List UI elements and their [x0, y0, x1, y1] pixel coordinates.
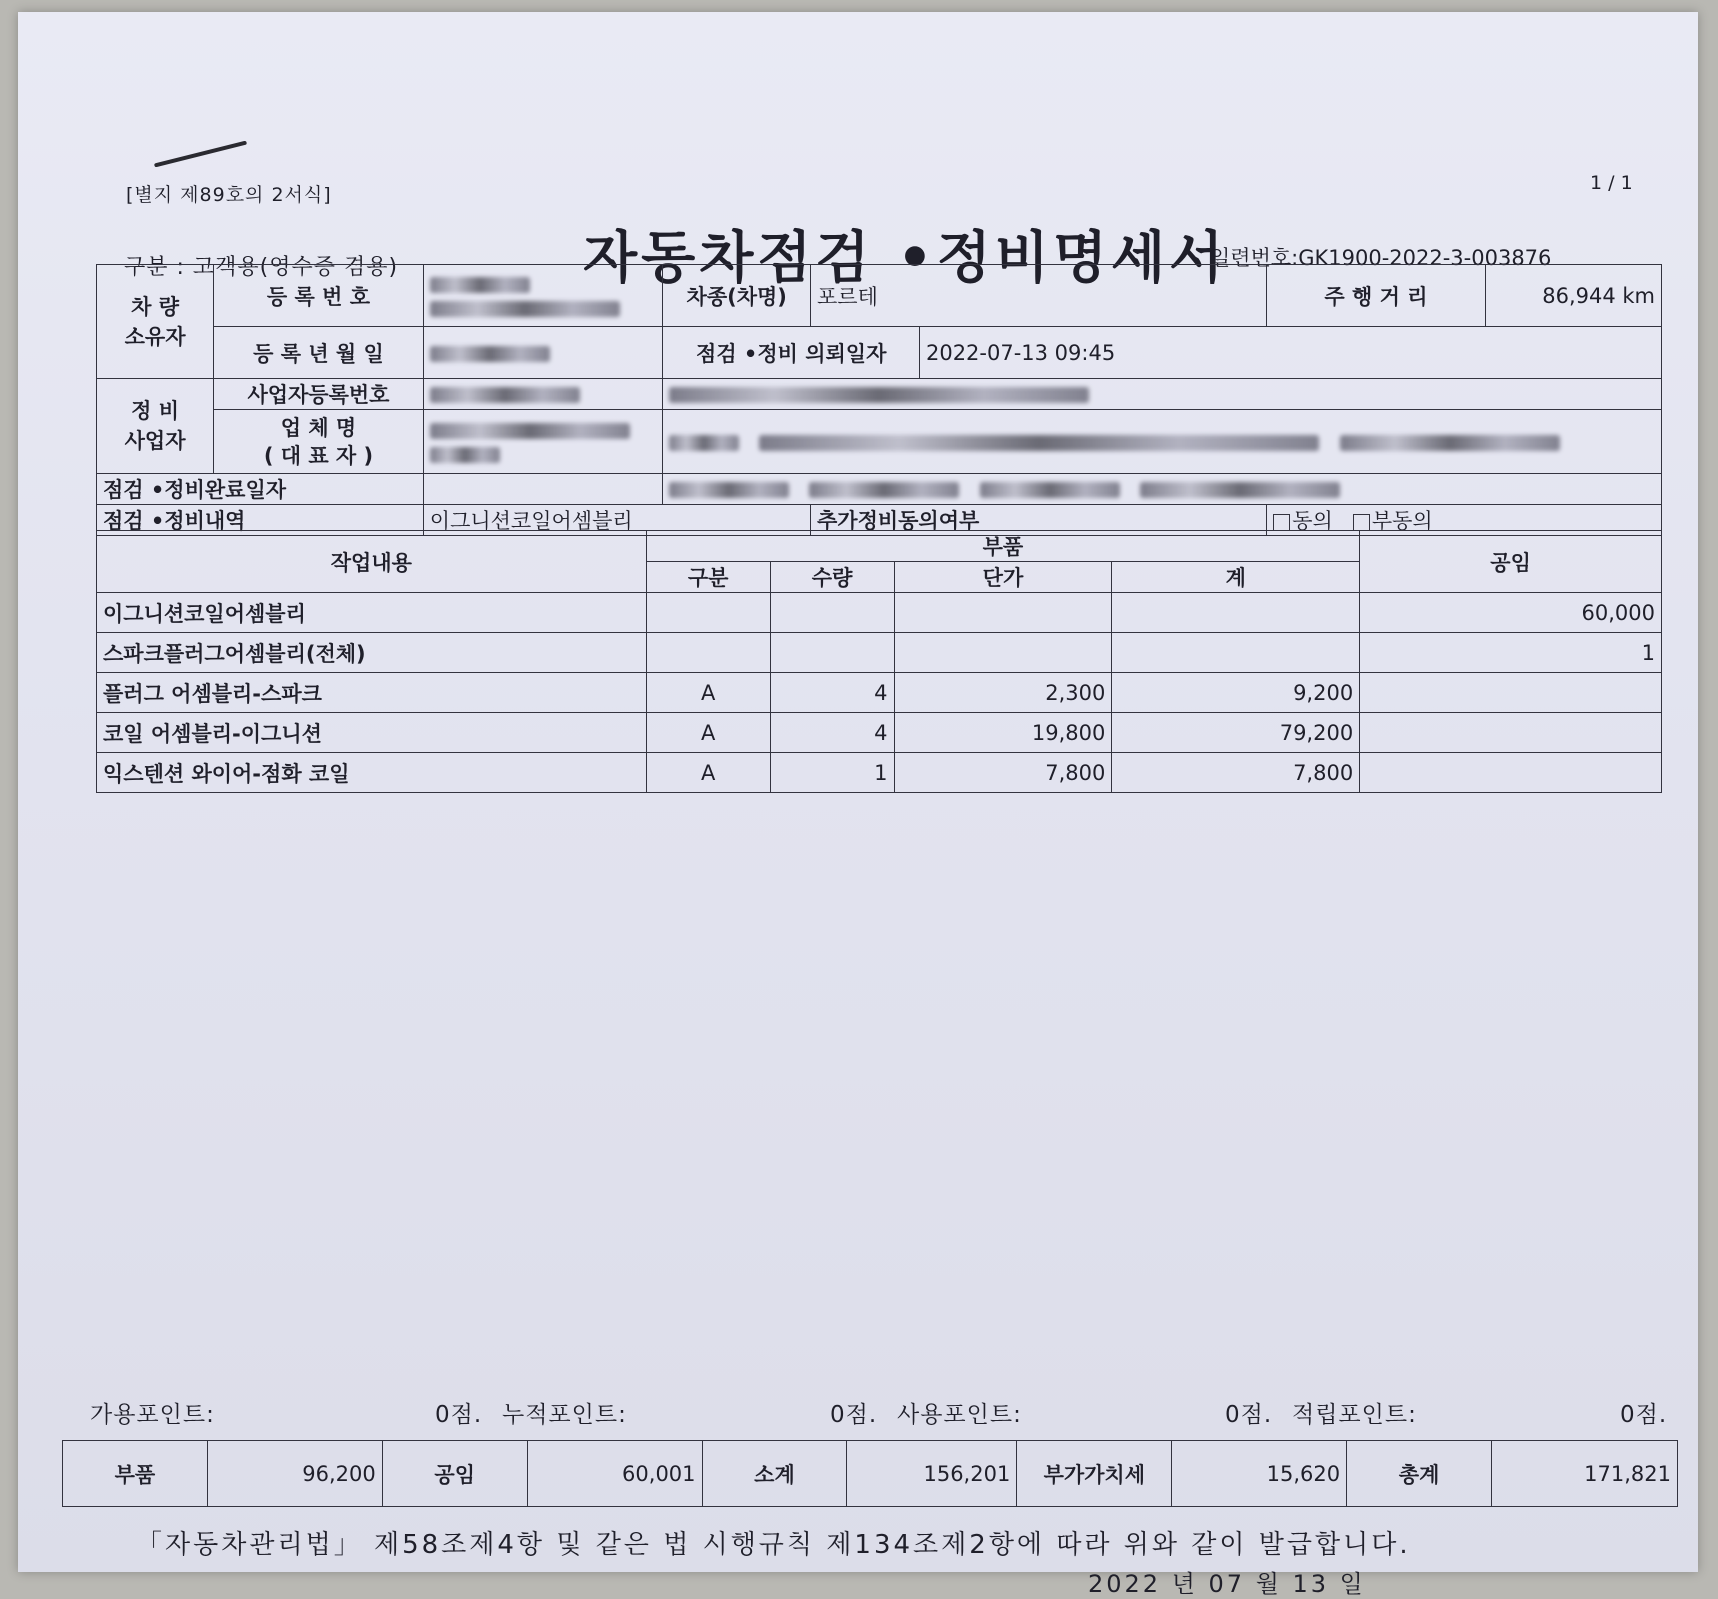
row-labor: [1360, 753, 1662, 793]
col-qty-header: 수량: [770, 562, 894, 593]
col-parts-header: 부품: [646, 531, 1360, 562]
row-qty: [770, 593, 894, 633]
row-type: [646, 593, 770, 633]
col-sum-header: 계: [1112, 562, 1360, 593]
totals-table: [62, 1440, 1678, 1507]
totals-labor-value: 60,001: [527, 1441, 702, 1507]
issue-date-partial: 2022 년 07 월 13 일: [1088, 1570, 1366, 1598]
row-work: 플러그 어셈블리-스파크: [97, 673, 647, 713]
agree-label: 동의: [1292, 509, 1333, 533]
request-date-value: 2022-07-13 09:45: [919, 327, 1661, 379]
row-unit: 2,300: [894, 673, 1112, 713]
totals-labor-label: 공임: [382, 1441, 527, 1507]
biz-no-label: 사업자등록번호: [214, 379, 424, 410]
complete-date-value: [423, 474, 663, 505]
row-qty: 1: [770, 753, 894, 793]
row-type: A: [646, 673, 770, 713]
row-labor: 1: [1360, 633, 1662, 673]
shop-name-redacted: [423, 410, 663, 474]
complete-date-label: 점검 •정비완료일자: [97, 474, 424, 505]
col-labor-header: 공임: [1360, 531, 1662, 593]
row-type: [646, 633, 770, 673]
row-qty: [770, 633, 894, 673]
agree-checkbox[interactable]: [1273, 514, 1290, 531]
row-unit: 7,800: [894, 753, 1112, 793]
serial-number: 일련번호:GK1900-2022-3-003876: [1210, 246, 1552, 270]
table-row: [97, 753, 1662, 793]
shop-label: 정 비 사업자: [97, 379, 214, 474]
row-labor: [1360, 713, 1662, 753]
totals-grand-label: 총계: [1347, 1441, 1492, 1507]
shop-rep-label-text: ( 대 표 자 ): [263, 443, 374, 468]
reg-no-redacted: [423, 265, 663, 327]
totals-subtotal-label: 소계: [702, 1441, 847, 1507]
owner-label: 차 량 소유자: [97, 265, 214, 379]
totals-parts-value: 96,200: [207, 1441, 382, 1507]
earned-points-value: 0점.: [1620, 1402, 1668, 1428]
request-date-label: 점검 •정비 의뢰일자: [663, 327, 920, 379]
totals-vat-label: 부가가치세: [1017, 1441, 1172, 1507]
reg-date-label: 등 록 년 월 일: [214, 327, 424, 379]
table-row: [97, 713, 1662, 753]
row-work: 코일 어셈블리-이그니션: [97, 713, 647, 753]
work-table: [96, 530, 1662, 793]
reg-no-label: 등 록 번 호: [214, 265, 424, 327]
col-type-header: 구분: [646, 562, 770, 593]
row-work: 익스텐션 와이어-점화 코일: [97, 753, 647, 793]
shop-name-label-text: 업 체 명: [280, 415, 357, 440]
row-sum: [1112, 593, 1360, 633]
totals-parts-label: 부품: [63, 1441, 208, 1507]
row-sum: 9,200: [1112, 673, 1360, 713]
release-info-redacted: [663, 474, 1662, 505]
row-sum: [1112, 633, 1360, 673]
available-points-label: 가용포인트:: [90, 1402, 215, 1428]
row-unit: 19,800: [894, 713, 1112, 753]
row-sum: 7,800: [1112, 753, 1360, 793]
row-unit: [894, 633, 1112, 673]
row-type: A: [646, 753, 770, 793]
available-points-value: 0점.: [435, 1402, 483, 1428]
table-row: [97, 593, 1662, 633]
row-qty: 4: [770, 673, 894, 713]
col-unit-header: 단가: [894, 562, 1112, 593]
totals-vat-value: 15,620: [1172, 1441, 1347, 1507]
disagree-label: 부동의: [1371, 509, 1433, 533]
row-work: 이그니션코일어셈블리: [97, 593, 647, 633]
accum-points-value: 0점.: [830, 1402, 878, 1428]
history-label: 점검 •정비내역: [97, 505, 424, 536]
shop-address-redacted: [663, 379, 1662, 410]
totals-grand-value: 171,821: [1492, 1441, 1678, 1507]
model-label: 차종(차명): [663, 265, 811, 327]
row-type: A: [646, 713, 770, 753]
row-labor: 60,000: [1360, 593, 1662, 633]
row-work: 스파크플러그어셈블리(전체): [97, 633, 647, 673]
used-points-value: 0점.: [1225, 1402, 1273, 1428]
receipt-division: 구분 : 고객용(영수증 겸용): [124, 255, 399, 280]
shop-name-label: [214, 410, 424, 474]
document-paper: [18, 12, 1698, 1598]
model-value: 포르테: [811, 265, 1267, 327]
info-table: [96, 264, 1662, 536]
document-title: 자동차점검 •정비명세서: [583, 225, 1228, 291]
row-sum: 79,200: [1112, 713, 1360, 753]
mileage-value: 86,944 km: [1485, 265, 1661, 327]
form-reference: [별지 제89호의 2서식]: [126, 184, 332, 206]
legal-statement: 「자동차관리법」 제58조제4항 및 같은 법 시행규칙 제134조제2항에 따라 위와 같이 발급합니다.: [136, 1530, 1411, 1560]
earned-points-label: 적립포인트:: [1292, 1402, 1417, 1428]
row-labor: [1360, 673, 1662, 713]
table-row: [97, 673, 1662, 713]
row-qty: 4: [770, 713, 894, 753]
mileage-label: 주 행 거 리: [1267, 265, 1485, 327]
col-work-header: 작업내용: [97, 531, 647, 593]
used-points-label: 사용포인트:: [897, 1402, 1022, 1428]
biz-no-redacted: [423, 379, 663, 410]
table-row: [97, 633, 1662, 673]
accum-points-label: 누적포인트:: [502, 1402, 627, 1428]
row-unit: [894, 593, 1112, 633]
pen-mark: [154, 141, 247, 168]
history-value: 이그니션코일어셈블리: [423, 505, 810, 536]
totals-subtotal-value: 156,201: [847, 1441, 1017, 1507]
reg-date-redacted: [423, 327, 663, 379]
consent-label: 추가정비동의여부: [811, 505, 1267, 536]
disagree-checkbox[interactable]: [1353, 514, 1370, 531]
shop-contact-redacted: [663, 410, 1662, 474]
page-number: 1 / 1: [1590, 172, 1633, 194]
